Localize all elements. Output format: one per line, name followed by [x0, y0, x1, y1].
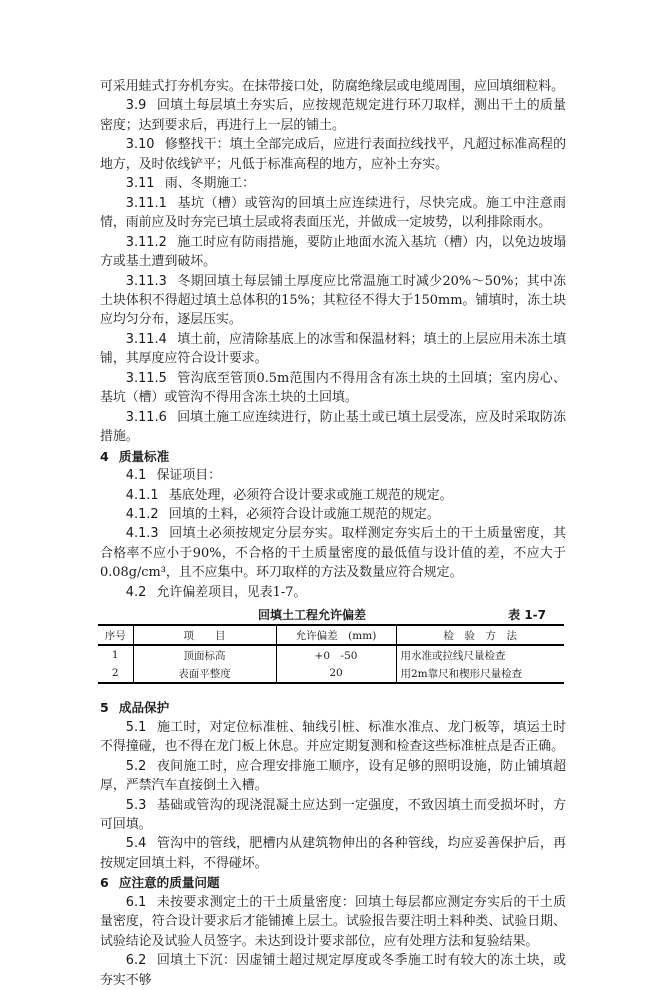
clause-number: 4.1.1 — [125, 487, 159, 503]
cell-tolerance: +0 -50 — [276, 645, 396, 664]
table-caption — [100, 604, 566, 624]
header-method: 检 验 方 法 — [396, 625, 564, 645]
paragraph — [100, 505, 566, 524]
clause-number: 4.1.3 — [125, 526, 159, 542]
paragraph-text: 夜间施工时，应合理安排施工顺序，设有足够的照明设施，防止铺填超厚，严禁汽车直接倒土入槽。 — [100, 758, 566, 794]
clause-number: 4 — [100, 448, 109, 464]
paragraph — [100, 834, 566, 873]
paragraph — [100, 486, 566, 505]
paragraph-text: 修整找干：填土全部完成后，应进行表面拉线找平，凡超过标准高程的地方，及时依线铲平；凡低于标准高程的地方，应补土夯实。 — [100, 137, 566, 172]
table-number: 表 1-7 — [508, 608, 546, 623]
cell-method: 用2m靠尺和楔形尺量检查 — [396, 664, 564, 683]
paragraph-text: 施工时，对定位标准桩、轴线引桩、标准水准点、龙门板等，填运土时不得撞碰，也不得在龙门板上休息。并应定期复测和检查这些标准桩点是否正确。 — [100, 719, 566, 755]
paragraph — [100, 233, 566, 272]
paragraph — [100, 951, 566, 990]
clause-number: 3.10 — [125, 137, 155, 153]
cell-index: 2 — [111, 667, 119, 680]
paragraph — [100, 893, 566, 951]
cell-item: 表面平整度 — [133, 664, 276, 683]
cell-item: 顶面标高 — [133, 645, 276, 664]
paragraph — [100, 718, 566, 757]
clause-number: 5.3 — [125, 797, 147, 813]
cell-method: 用水准或拉线尺量检查 — [396, 645, 564, 664]
paragraph-text: 回填土施工应连续进行，防止基土或已填土层受冻，应及时采取防冻措施。 — [100, 409, 566, 445]
clause-number: 3.11.6 — [125, 409, 167, 425]
header-item: 项 目 — [133, 625, 276, 645]
paragraph-text: 回填土每层填土夯实后，应按规范规定进行环刀取样，测出干土的质量密度；达到要求后，再进行上一层的铺土。 — [100, 98, 566, 133]
section-after-table — [100, 698, 566, 990]
paragraph-text: 保证项目： — [156, 468, 222, 484]
paragraph-text: 基底处理，必须符合设计要求或施工规范的规定。 — [168, 487, 453, 503]
clause-number: 6 — [100, 875, 109, 891]
clause-number: 4.1 — [125, 468, 147, 484]
section-before-table — [100, 77, 566, 602]
paragraph-text: 回填土下沉：因虚铺土超过规定厚度或冬季施工时有较大的冻土块，或夯实不够 — [100, 953, 566, 988]
paragraph — [100, 135, 566, 174]
header-index: 序号 — [104, 629, 126, 642]
paragraph — [100, 96, 566, 135]
table-row — [98, 664, 564, 683]
cell-tolerance: 20 — [276, 664, 396, 683]
paragraph — [100, 408, 566, 447]
paragraph-text: 回填的土料，必须符合设计或施工规范的规定。 — [168, 506, 440, 522]
clause-number: 3.11.5 — [125, 370, 167, 386]
clause-number: 5.4 — [125, 836, 147, 852]
paragraph-text: 管沟中的管线，肥槽内从建筑物伸出的各种管线，均应妥善保护后，再按规定回填土料，不得碰坏。 — [100, 836, 566, 871]
paragraph-text: 回填土必须按规定分层夯实。取样测定夯实后土的干土质量密度，其合格率不应小于90%，不合格的干土质量密度的最低值与设计值的差，不应大于0.08g/cm³，且不应集中。环刀取样的方法及数量应符合规定。 — [100, 526, 566, 581]
paragraph — [100, 194, 566, 233]
clause-number: 5.2 — [125, 758, 147, 774]
paragraph — [100, 77, 566, 96]
paragraph — [100, 583, 566, 602]
paragraph — [100, 796, 566, 835]
section-heading — [100, 873, 566, 892]
paragraph-text: 冬期回填土每层铺土厚度应比常温施工时减少20%～50%；其中冻土块体积不得超过填土总体积的15%；其粒径不得大于150mm。铺填时，冻土块应均匀分布，逐层压实。 — [100, 273, 566, 328]
clause-number: 3.11.4 — [125, 331, 167, 347]
table-header-row — [98, 625, 564, 645]
paragraph — [100, 757, 566, 796]
table-title: 回填土工程允许偏差 — [258, 608, 367, 623]
cell-index: 1 — [111, 649, 119, 662]
clause-number: 3.11.1 — [125, 195, 167, 211]
clause-number: 3.11.3 — [125, 273, 167, 289]
section-heading — [100, 447, 566, 466]
clause-number: 3.11.2 — [125, 234, 167, 250]
clause-number: 4.1.2 — [125, 506, 159, 522]
clause-number: 5.1 — [125, 719, 147, 735]
paragraph-text: 允许偏差项目，见表1-7。 — [156, 584, 307, 600]
paragraph-text: 管沟底至管顶0.5m范围内不得用含有冻土块的土回填；室内房心、基坑（槽）或管沟不得用含冻土块的土回填。 — [100, 370, 566, 406]
clause-number: 6.2 — [125, 953, 147, 969]
paragraph-text: 成品保护 — [118, 700, 170, 716]
paragraph — [100, 466, 566, 485]
paragraph-text: 填土前，应清除基底上的冰雪和保温材料；填土的上层应用未冻土填铺，其厚度应符合设计要求。 — [100, 331, 566, 367]
tolerance-table — [98, 624, 564, 684]
header-tolerance: 允许偏差 (mm) — [276, 625, 396, 645]
clause-number: 6.1 — [125, 894, 147, 910]
paragraph-text: 应注意的质量问题 — [118, 875, 220, 891]
paragraph-text: 可采用蛙式打夯机夯实。在抹带接口处，防腐绝缘层或电缆周围，应回填细粒料。 — [100, 79, 565, 94]
clause-number: 5 — [100, 700, 109, 716]
paragraph-text: 基坑（槽）或管沟的回填土应连续进行，尽快完成。施工中注意雨情，雨前应及时夯完已填土层或将表面压光，并做成一定坡势，以利排除雨水。 — [100, 195, 566, 231]
paragraph — [100, 524, 566, 582]
paragraph — [100, 272, 566, 330]
paragraph-text: 质量标准 — [118, 448, 170, 464]
paragraph-text: 未按要求测定土的干土质量密度：回填土每层都应测定夯实后的干土质量密度，符合设计要求后才能铺摊上层土。试验报告要注明土料种类、试验日期、试验结论及试验人员签字。未达到设计要求部位，应有处理方法和复验结果。 — [100, 894, 566, 949]
table-row — [98, 645, 564, 664]
paragraph-text: 雨、冬期施工： — [164, 176, 256, 192]
clause-number: 3.11 — [125, 176, 155, 192]
paragraph-text: 施工时应有防雨措施，要防止地面水流入基坑（槽）内，以免边坡塌方或基土遭到破坏。 — [100, 234, 566, 270]
paragraph — [100, 369, 566, 408]
clause-number: 3.9 — [125, 98, 147, 114]
clause-number: 4.2 — [125, 584, 147, 600]
document-page — [100, 77, 566, 990]
section-heading — [100, 698, 566, 717]
paragraph — [100, 330, 566, 369]
paragraph — [100, 174, 566, 193]
paragraph-text: 基础或管沟的现浇混凝土应达到一定强度，不致因填土而受损坏时，方可回填。 — [100, 797, 566, 832]
